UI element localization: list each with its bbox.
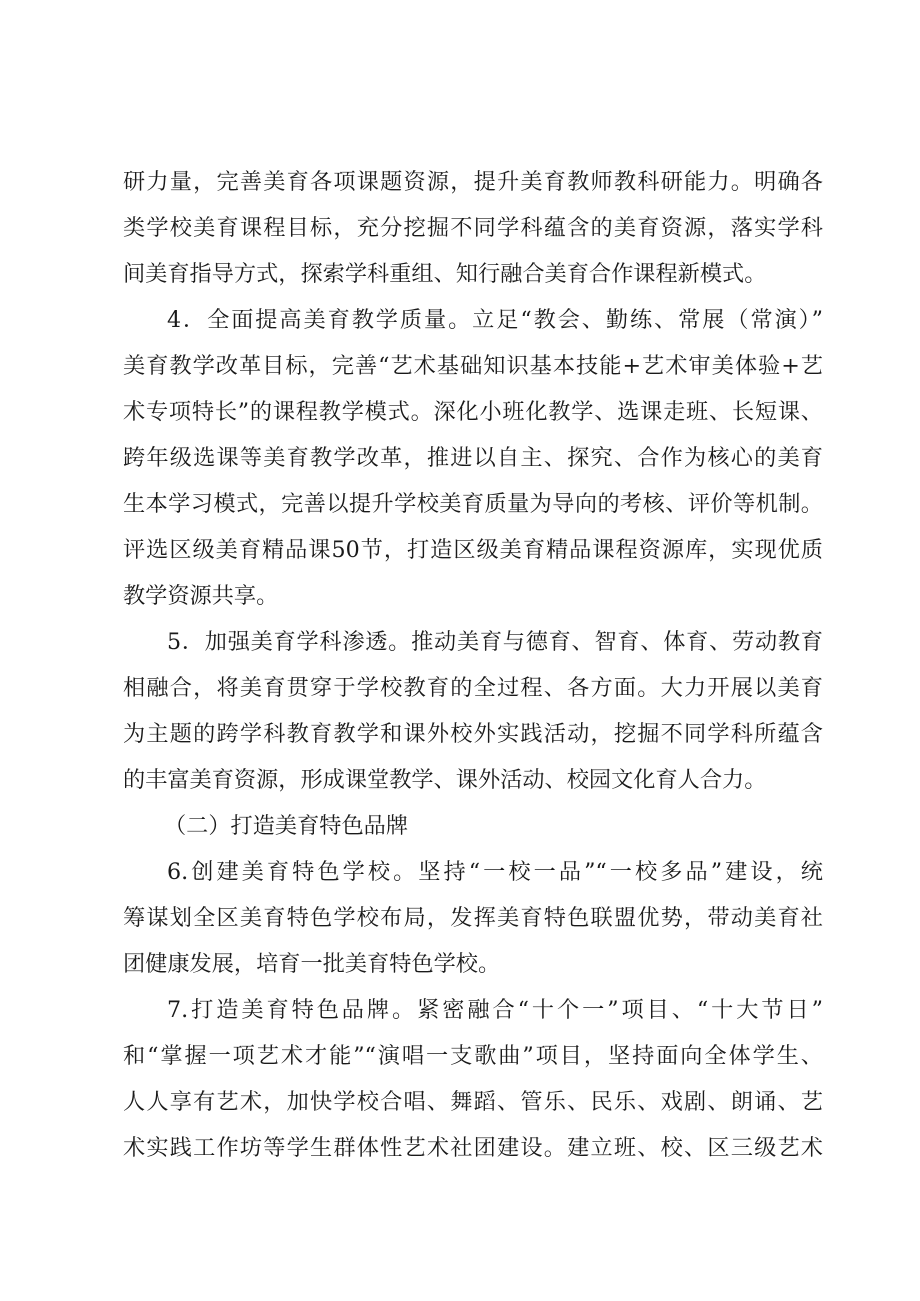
- text-line: 生本学习模式，完善以提升学校美育质量为导向的考核、评价等机制。: [123, 491, 823, 517]
- text-line: 评选区级美育精品课50节，打造区级美育精品课程资源库，实现优质: [123, 537, 823, 563]
- text-line: 跨年级选课等美育教学改革，推进以自主、探究、合作为核心的美育: [123, 445, 823, 471]
- paragraph-5-start: 5．加强美育学科渗透。推动美育与德育、智育、体育、劳动教育: [167, 629, 823, 655]
- text-line: 人人享有艺术，加快学校合唱、舞蹈、管乐、民乐、戏剧、朗诵、艺: [123, 1089, 823, 1115]
- paragraph-4-start: 4．全面提高美育教学质量。立足“教会、勤练、常展（常演）”: [167, 307, 823, 333]
- text-line: 筹谋划全区美育特色学校布局，发挥美育特色联盟优势，带动美育社: [123, 905, 823, 931]
- text-line: 美育教学改革目标，完善“艺术基础知识基本技能+艺术审美体验+艺: [123, 353, 823, 379]
- text-line: 研力量，完善美育各项课题资源，提升美育教师教科研能力。明确各: [123, 169, 823, 195]
- text-line: 教学资源共享。: [123, 583, 279, 609]
- paragraph-6-start: 6.创建美育特色学校。坚持“一校一品”“一校多品”建设，统: [167, 859, 823, 885]
- paragraph-7-start: 7.打造美育特色品牌。紧密融合“十个一”项目、“十大节日”: [167, 997, 823, 1023]
- text-line: 相融合，将美育贯穿于学校教育的全过程、各方面。大力开展以美育: [123, 675, 823, 701]
- text-line: 为主题的跨学科教育教学和课外校外实践活动，挖掘不同学科所蕴含: [123, 721, 823, 747]
- text-line: 团健康发展，培育一批美育特色学校。: [123, 951, 501, 977]
- text-line: 术实践工作坊等学生群体性艺术社团建设。建立班、校、区三级艺术: [123, 1135, 823, 1161]
- text-line: 和“掌握一项艺术才能”“演唱一支歌曲”项目，坚持面向全体学生、: [123, 1043, 823, 1069]
- text-line: 术专项特长”的课程教学模式。深化小班化教学、选课走班、长短课、: [123, 399, 823, 425]
- text-line: 的丰富美育资源，形成课堂教学、课外活动、校园文化育人合力。: [123, 767, 767, 793]
- text-line: 间美育指导方式，探索学科重组、知行融合美育合作课程新模式。: [123, 261, 767, 287]
- text-line: 类学校美育课程目标，充分挖掘不同学科蕴含的美育资源，落实学科: [123, 215, 823, 241]
- section-heading: （二）打造美育特色品牌: [164, 813, 409, 839]
